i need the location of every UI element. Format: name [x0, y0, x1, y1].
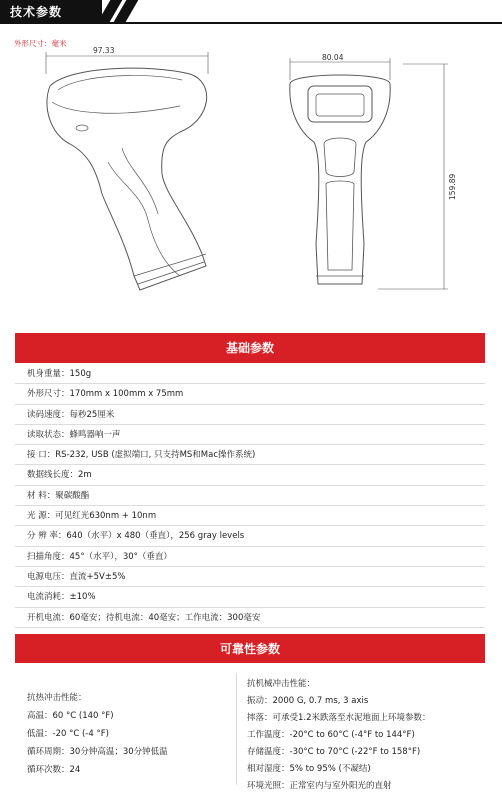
reliability-right-line: 相对湿度：5% to 95% (不凝结): [247, 764, 371, 774]
basic-params-heading: 基础参数: [15, 333, 485, 363]
reliability-left-line: 循环次数：24: [27, 765, 81, 775]
header-rule: [0, 22, 502, 24]
spec-row: 电流消耗：±10%: [15, 587, 485, 607]
reliability-right-line: 存储温度：-30°C to 70°C (-22°F to 158°F): [247, 747, 421, 757]
spec-row: 开机电流：60毫安；待机电流：40毫安；工作电流：300毫安: [15, 608, 485, 628]
spec-row: 扫描角度：45°（水平），30°（垂直）: [15, 547, 485, 567]
reliability-left-line: 低温：-20 °C (-4 °F): [27, 729, 109, 739]
spec-row: 读取状态：蜂鸣器响一声: [15, 425, 485, 445]
reliability-right-line: 振动：2000 G, 0.7 ms, 3 axis: [247, 696, 369, 706]
page-title: 技术参数: [10, 5, 63, 19]
spec-row: 接 口：RS-232, USB (虚拟端口, 只支持MS和Mac操作系统): [15, 445, 485, 465]
spec-row: 光 源：可见红光630nm + 10nm: [15, 506, 485, 526]
spec-row: 读码速度：每秒25厘米: [15, 405, 485, 425]
spec-row: 外形尺寸：170mm x 100mm x 75mm: [15, 384, 485, 404]
reliability-left-line: 抗热冲击性能：: [27, 693, 87, 703]
reliability-heading: 可靠性参数: [15, 634, 485, 664]
dimension-length: 97.33: [93, 46, 115, 55]
reliability-right-line: 环境光照：正常室内与室外阳光的直射: [247, 781, 392, 791]
spec-row: 电源电压：直流+5V±5%: [15, 567, 485, 587]
scanner-side-view-drawing: [30, 44, 230, 300]
reliability-right-line: 工作温度：-20°C to 60°C (-4°F to 144°F): [247, 730, 415, 740]
dimension-width: 80.04: [322, 53, 344, 62]
dimension-height: 159.89: [448, 173, 457, 200]
scanner-front-view-drawing: [268, 44, 468, 300]
reliability-panel: [15, 663, 485, 793]
reliability-right-line: 抗机械冲击性能：: [247, 679, 316, 689]
column-divider: [236, 673, 237, 785]
spec-row: 机身重量：150g: [15, 364, 485, 384]
spec-row: 数据线长度：2m: [15, 465, 485, 485]
spec-row: 材 料：聚碳酸酯: [15, 486, 485, 506]
spec-row: 分 辨 率：640（水平）x 480（垂直），256 gray levels: [15, 526, 485, 546]
reliability-right-line: 摔落：可承受1.2米跌落至水泥地面上环境参数：: [247, 713, 431, 723]
reliability-left-line: 高温：60 °C (140 °F): [27, 711, 114, 721]
reliability-left-line: 循环周期：30分钟高温；30分钟低温: [27, 747, 168, 757]
section-header: [0, 0, 502, 26]
basic-params-list: [15, 364, 485, 628]
unit-note: 外形尺寸：毫米: [14, 39, 67, 48]
